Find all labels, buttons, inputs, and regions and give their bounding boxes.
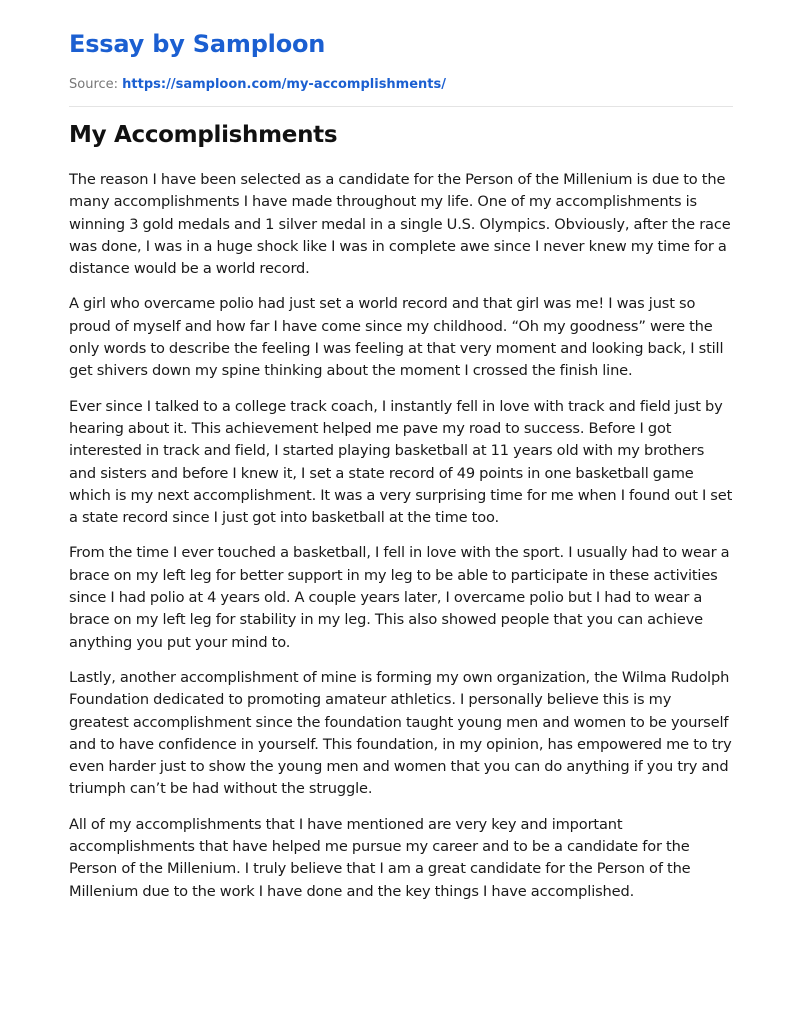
essay-title: My Accomplishments [69, 122, 338, 148]
essay-paragraph-4: From the time I ever touched a basketball, I fell in love with the sport. I usually had to wear a brace on my left leg for better support in my leg to be able to participate in these activities since I had polio at 4 years old. A couple years later, I overcame polio but I had to wear a brace on my left leg for stability in my leg. This also showed people that you can achieve anything you put your mind to. [69, 544, 730, 651]
essay-paragraph-1: The reason I have been selected as a candidate for the Person of the Millenium is due to the many accomplishments I have made throughout my life. One of my accomplishments is winning 3 gold medals and 1 silver medal in a single U.S. Olympics. Obviously, after the race was done, I was in a huge shock like I was in complete awe since I never knew my time for a distance would be a world record. [69, 171, 731, 278]
source-link[interactable]: https://samploon.com/my-accomplishments/ [122, 77, 447, 92]
source-line [69, 76, 733, 94]
essay-body [69, 169, 733, 903]
essay-paragraph-5: Lastly, another accomplishment of mine is forming my own organization, the Wilma Rudolph Foundation dedicated to promoting amateur athletics. I personally believe this is my greatest accomplishment since the foundation taught young men and women to be yourself and to have confidence in yourself. This foundation, in my opinion, has empowered me to try even harder just to show the young men and women that you can do anything if you try and triumph can’t be had without the struggle. [69, 668, 732, 798]
document-page [69, 28, 733, 903]
essay-paragraph-3: Ever since I talked to a college track coach, I instantly fell in love with track and field just by hearing about it. This achievement helped me pave my road to success. Before I got interested in track and field, I started playing basketball at 11 years old with my brothers and sisters and before I knew it, I set a state record of 49 points in one basketball game which is my next accomplishment. It was a very surprising time for me when I found out I set a state record since I just got into basketball at the time too. [69, 397, 733, 527]
essay-paragraph-6: All of my accomplishments that I have mentioned are very key and important accomplishments that have helped me pursue my career and to be a candidate for the Person of the Millenium. I truly believe that I am a great candidate for the Person of the Millenium due to the work I have done and the key things I have accomplished. [69, 815, 691, 900]
essay-paragraph-2: A girl who overcame polio had just set a world record and that girl was me! I was just so proud of myself and how far I have come since my childhood. “Oh my goodness” were the only words to describe the feeling I was feeling at that very moment and looking back, I still get shivers down my spine thinking about the moment I crossed the finish line. [69, 295, 724, 380]
source-label: Source: [69, 77, 119, 92]
brand-title: Essay by Samploon [69, 30, 326, 58]
header-divider [69, 106, 733, 107]
